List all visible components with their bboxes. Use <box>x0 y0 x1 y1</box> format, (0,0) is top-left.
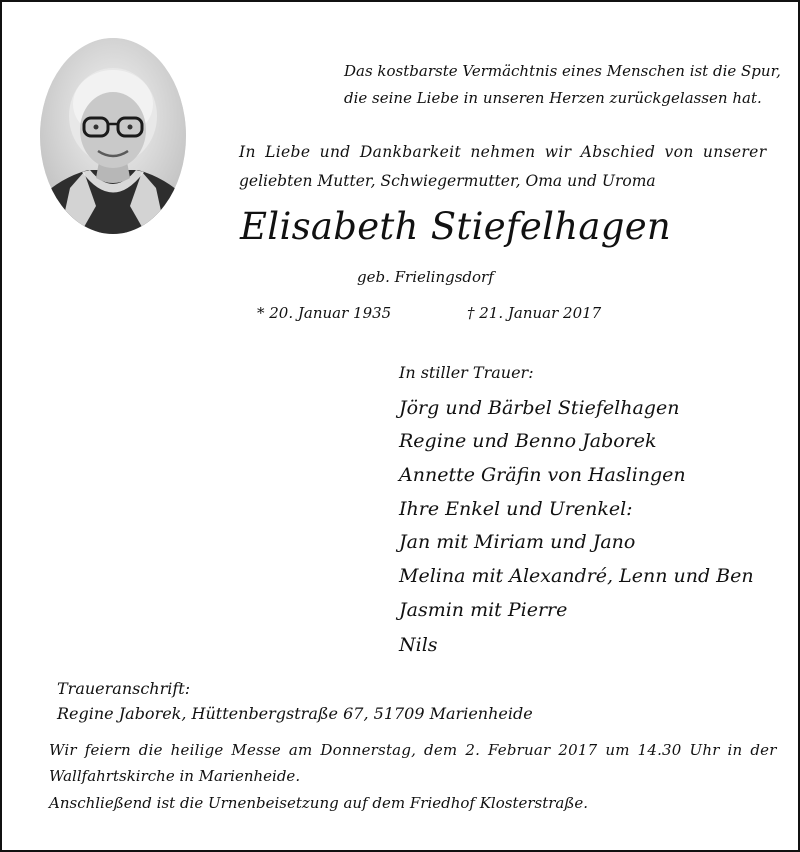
address-value: Regine Jaborek, Hüttenbergstraße 67, 51709 Marienheide <box>57 704 533 723</box>
mourners-label: In stiller Trauer: <box>399 363 534 382</box>
death-date: † 21. Januar 2017 <box>467 304 602 322</box>
birth-date: * 20. Januar 1935 <box>257 304 392 322</box>
deceased-name: Elisabeth Stiefelhagen <box>240 205 672 248</box>
mourner-line: Regine und Benno Jaborek <box>399 430 657 452</box>
mourner-line: Melina mit Alexandré, Lenn und Ben <box>399 565 754 587</box>
quote-line-1: Das kostbarste Vermächtnis eines Menschen ist die Spur, <box>344 62 781 80</box>
mourner-line: Annette Gräfin von Haslingen <box>399 464 686 486</box>
mourner-line: Jan mit Miriam und Jano <box>399 531 636 553</box>
mourner-line: Ihre Enkel und Urenkel: <box>399 498 633 520</box>
portrait-photo <box>40 38 186 234</box>
service-line-2: Wallfahrtskirche in Marienheide. <box>49 767 301 785</box>
intro-line-2: geliebten Mutter, Schwiegermutter, Oma und Uroma <box>239 172 656 190</box>
mourner-line: Jörg und Bärbel Stiefelhagen <box>399 397 680 419</box>
maiden-name: geb. Frielingsdorf <box>357 268 494 286</box>
mourner-line: Nils <box>399 634 438 656</box>
portrait-image <box>40 38 186 234</box>
address-label: Traueranschrift: <box>57 679 191 698</box>
service-line-1: Wir feiern die heilige Messe am Donnerstag, dem 2. Februar 2017 um 14.30 Uhr in der <box>49 741 777 759</box>
mourner-line: Jasmin mit Pierre <box>399 599 568 621</box>
service-line-3: Anschließend ist die Urnenbeisetzung auf dem Friedhof Klosterstraße. <box>49 794 589 812</box>
quote-line-2: die seine Liebe in unseren Herzen zurückgelassen hat. <box>344 89 762 107</box>
intro-line-1: In Liebe und Dankbarkeit nehmen wir Abschied von unserer <box>239 143 767 161</box>
